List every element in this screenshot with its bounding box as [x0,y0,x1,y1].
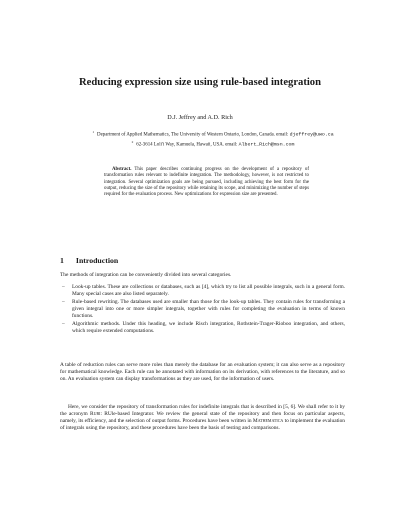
list-item [60,299,345,320]
intro-paragraph-3 [60,404,345,432]
paragraph-text: : RUle-based Integrator. We review the general state of the repository and then focus on particular aspects, namely, its efficiency, and the selection of output forms. Procedures have been written in [60,410,345,424]
affiliation-mark: 1 [92,130,95,134]
affiliations [88,129,338,149]
list-bullet: – [62,298,65,305]
list-item-text: Algorithmic methods. Under this heading, we include Risch integration, Rothstein-Trager-Rioboo integration, and others, which require extended computations. [72,320,345,334]
intro-paragraph-2: A table of reduction rules can serve more roles than merely the database for an evaluation system; it can also serve as a repository for mathematical knowledge. Each rule can be annotated with information on its derivation, with references to the literature, and so on. An evaluation system can display transformations as they are used, for the information of users. [60,362,345,382]
abstract-label: Abstract. [112,167,132,172]
paper-authors: D.J. Jeffrey and A.D. Rich [167,114,233,121]
paragraph-text: Here, we consider the repository of transformation rules for indefinite integrals that is described in [5, 6]. We shall refer to it by the acronym [60,404,345,417]
abstract [104,167,309,199]
list-item [60,284,345,298]
paragraph-text: to implement the evaluation of integrals using the repository, and these procedures have been the basis of testing and comparisons. [60,417,345,431]
affiliation-email: djeffrey@uwo.ca [289,132,334,138]
affiliation-mark: 2 [131,140,134,145]
section-number: 1 [60,256,64,265]
list-item-text: Look-up tables. These are collections or databases, such as [4], which try to list all possible integrals, such in a general form. Many special cases are also listed separately. [72,284,345,297]
affiliation-1 [88,129,338,139]
category-list [60,284,345,336]
paper-title: Reducing expression size using rule-based integration [78,77,321,88]
rubi-acronym: Rubi [90,410,101,417]
affiliation-text: Department of Applied Mathematics, The University of Western Ontario, London, Canada. email: [97,132,290,138]
list-bullet: – [62,284,65,290]
affiliation-2 [88,139,338,149]
list-item [60,321,345,335]
section-title: Introduction [75,256,119,265]
section-heading [60,256,118,265]
abstract-text: This paper describes continuing progress on the development of a repository of transformation rules relevant to indefinite integration. The methodology, however, is not restricted to integration. Several optimization goals are being pursued, including achieving the best form for the output, reducing the size of the repository while retaining its scope, and minimizing the number of steps required for the evaluation process. New optimizations for expression size are presented. [104,167,310,198]
affiliation-text: 62-3614 Loli'i Way, Kamuela, Hawaii, USA. email: [136,142,239,148]
list-item-text: Rule-based rewriting. The databases used are smaller than those for the look-up tables. They contain rules for transforming a given integral into one or more simpler integrals, together with rules for completing the evaluation in terms of known functions. [72,298,345,319]
affiliation-email: Albert_Rich@msn.com [238,142,295,148]
intro-paragraph-1: The methods of integration can be conveniently divided into several categories. [60,272,232,278]
list-bullet: – [62,320,65,327]
mathematica-name: Mathematica [252,417,284,424]
